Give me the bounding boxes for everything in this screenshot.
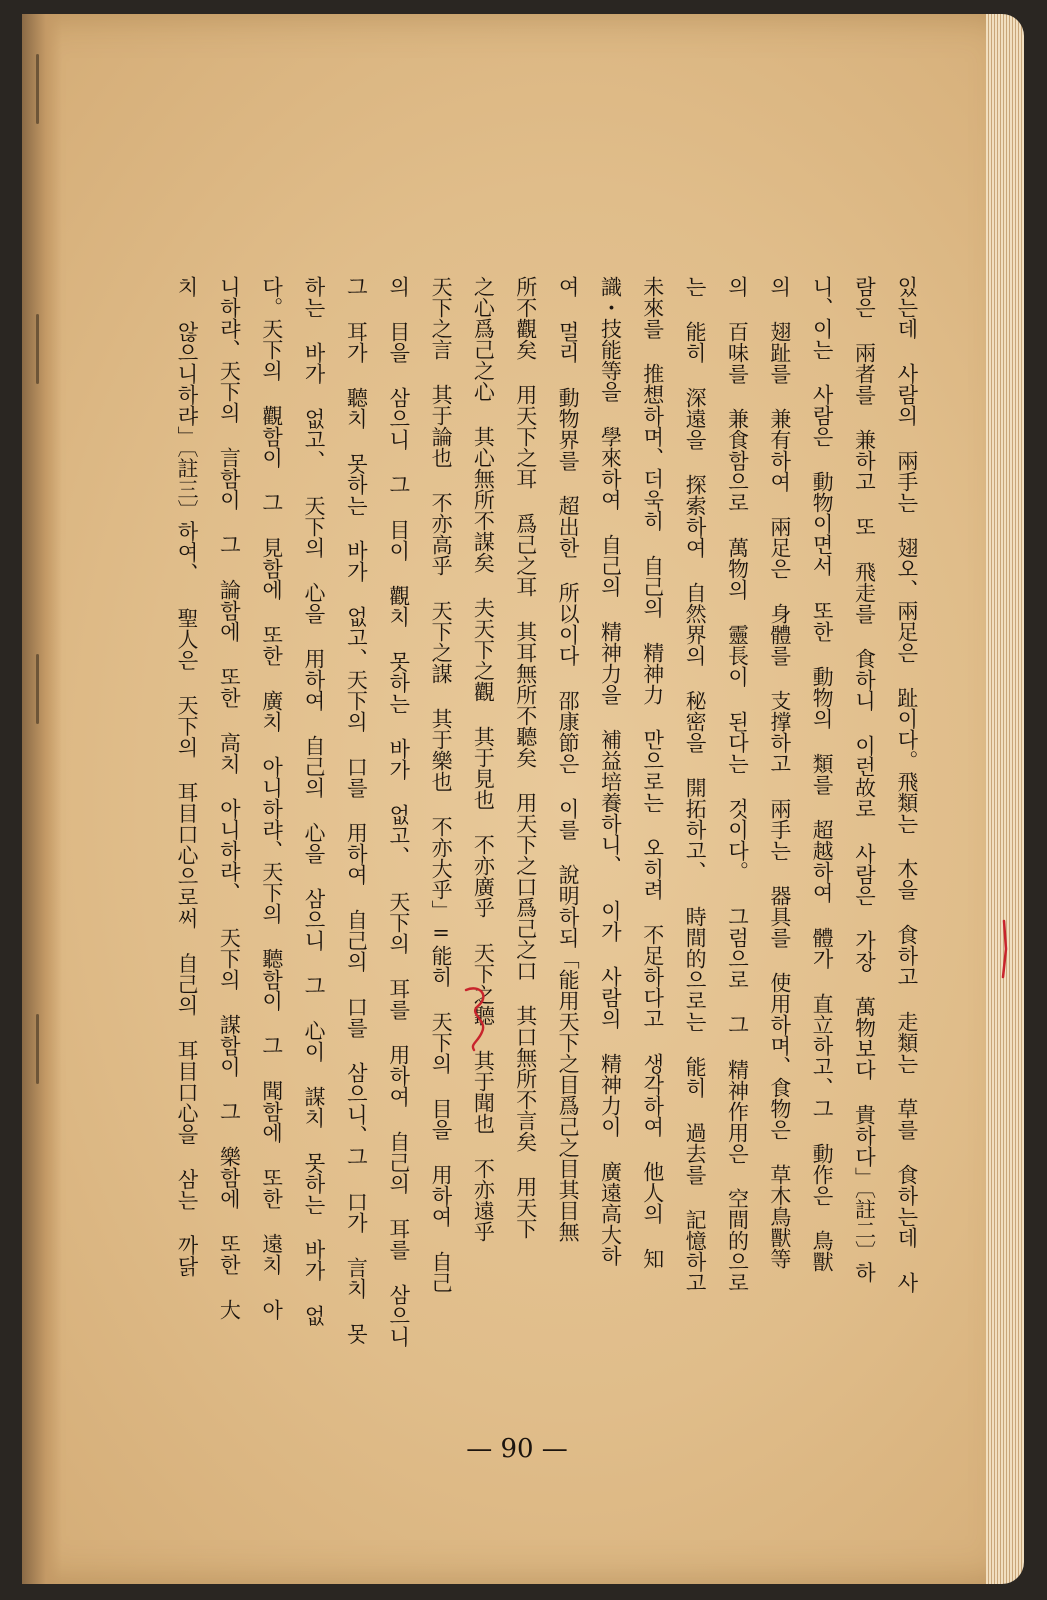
binding-stitch <box>36 314 39 384</box>
text-column: 天下之言 其于論也 不亦高乎 天下之謀 其于樂也 不亦大乎」=能히 天下의 目을 用하여 自己 <box>429 276 454 1293</box>
text-column: 之心爲己之心 其心無所不謀矣 夫天下之觀 其于見也 不亦廣乎 天下之聽 其于聞也 不亦遠乎 <box>471 276 496 1242</box>
red-margin-mark <box>998 919 1010 979</box>
text-column: 의 百味를 兼食함으로 萬物의 靈長이 된다는 것이다。 그럼으로 그 精神作用은 空間的으로 <box>725 276 750 1293</box>
text-column: 識・技能等을 學來하여 自己의 精神力을 補益培養하니、 이가 사람의 精神力이 廣遠高大하 <box>598 276 623 1266</box>
text-column: 는 能히 深遠을 探索하여 自然界의 秘密을 開拓하고、 時間的으로는 能히 過去를 記憶하고 <box>683 276 708 1293</box>
text-column: 니、이는 사람은 動物이면서 또한 動物의 類를 超越하여 體가 直立하고、그 動作은 鳥獸 <box>810 276 835 1272</box>
text-column: 있는데 사람의 兩手는 翅오、兩足은 趾이다。飛類는 木을 食하고 走類는 草를 食하는데 사 <box>894 276 919 1293</box>
text-column: 의 目을 삼으니 그 目이 觀치 못하는 바가 없고、 天下의 耳를 用하여 自己의 耳를 삼으니 <box>386 276 411 1347</box>
binding-stitch <box>36 654 39 724</box>
text-column: 그 耳가 聽치 못하는 바가 없고、天下의 口를 用하여 自己의 口를 삼으니、그 口가 言치 못 <box>344 276 369 1344</box>
text-column: 의 翅趾를 兼有하여 兩足은 身體를 支撑하고 兩手는 器具를 使用하며、食物은 草木鳥獸等 <box>767 276 792 1269</box>
vertical-text-block <box>172 276 922 1406</box>
text-column: 여 멀리 動物界를 超出한 所以이다 邵康節은 이를 說明하되「能用天下之目爲己之目其目無 <box>556 276 581 1242</box>
page-edges <box>986 14 1024 1584</box>
binding-gutter <box>22 14 62 1584</box>
text-column: 하는 바가 없고、 天下의 心을 用하여 自己의 心을 삼으니 그 心이 謀치 못하는 바가 없 <box>302 276 327 1326</box>
text-column: 所不觀矣 用天下之耳 爲己之耳 其耳無所不聽矣 用天下之口爲己之口 其口無所不言矣 用天下 <box>513 276 538 1239</box>
text-column: 未來를 推想하며、더욱히 自己의 精神力 만으로는 오히려 不足하다고 생각하여 他人의 知 <box>640 276 665 1269</box>
text-column: 다。天下의 觀함이 그 見함에 또한 廣치 아니하랴、天下의 聽함이 그 聞함에 또한 遠치 아 <box>259 276 284 1320</box>
binding-stitch <box>36 1014 39 1084</box>
text-column: 람은 兩者를 兼하고 또 飛走를 食하니 이런故로 사람은 가장 萬物보다 貴하다」〔註二〕하 <box>852 276 877 1283</box>
page-number: — 90 — <box>466 1434 568 1464</box>
binding-stitch <box>36 54 39 124</box>
page-paper <box>22 14 1012 1584</box>
red-pencil-annotation <box>458 982 498 1052</box>
text-column: 니하랴、天下의 言함이 그 論함에 또한 高치 아니하랴、 天下의 謀함이 그 樂함에 또한 大 <box>217 276 242 1320</box>
text-column: 치 않으니하랴」〔註三〕하여、 聖人은 天下의 耳目口心으로써 自己의 耳目口心을 삼는 까닭 <box>175 276 199 1277</box>
